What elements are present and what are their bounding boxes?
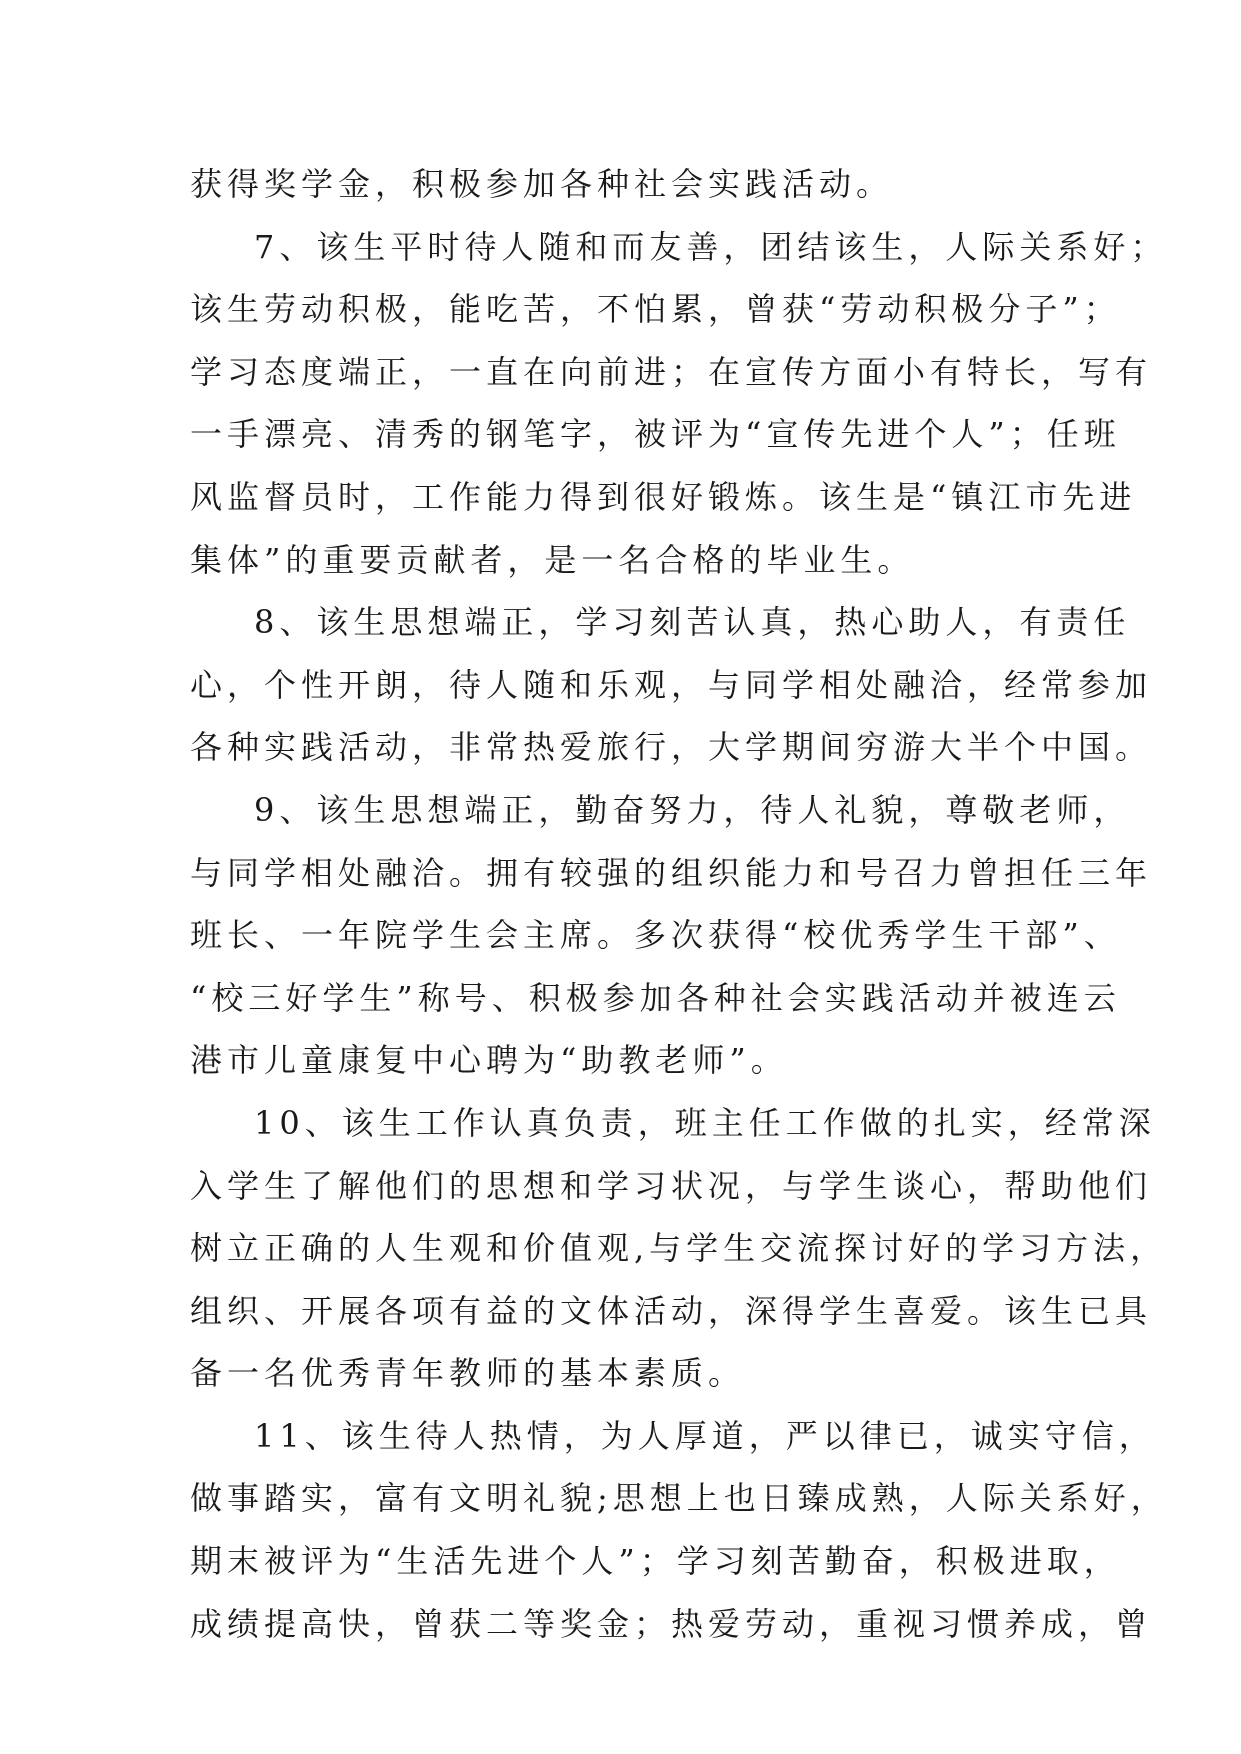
text-line: 心，个性开朗，待人随和乐观，与同学相处融洽，经常参加 [190, 665, 1153, 704]
text-line: 成绩提高快，曾获二等奖金；热爱劳动，重视习惯养成，曾 [190, 1604, 1153, 1643]
text-line: 做事踏实，富有文明礼貌;思想上也日臻成熟，人际关系好， [190, 1479, 1168, 1518]
text-line: 组织、开展各项有益的文体活动，深得学生喜爱。该生已具 [190, 1291, 1153, 1330]
paragraph-first-line: 7、该生平时待人随和而友善，团结该生，人际关系好； [254, 227, 1168, 266]
text-line: 备一名优秀青年教师的基本素质。 [190, 1354, 746, 1393]
text-line: 入学生了解他们的思想和学习状况，与学生谈心，帮助他们 [190, 1166, 1153, 1205]
text-line: “校三好学生”称号、积极参加各种社会实践活动并被连云 [190, 978, 1121, 1017]
body-text [190, 153, 1168, 1655]
paragraph-first-line: 10、该生工作认真负责，班主任工作做的扎实，经常深 [254, 1103, 1156, 1142]
text-line: 树立正确的人生观和价值观,与学生交流探讨好的学习方法， [190, 1229, 1168, 1268]
paragraph-first-line: 11、该生待人热情，为人厚道，严以律已，诚实守信， [254, 1416, 1156, 1455]
text-line: 各种实践活动，非常热爱旅行，大学期间穷游大半个中国。 [190, 728, 1153, 767]
text-line: 获得奖学金，积极参加各种社会实践活动。 [190, 165, 894, 203]
text-line: 班长、一年院学生会主席。多次获得“校优秀学生干部”、 [190, 916, 1121, 955]
text-line: 该生劳动积极，能吃苦，不怕累，曾获“劳动积极分子”； [190, 290, 1121, 329]
text-line: 港市儿童康复中心聘为“助教老师”。 [190, 1041, 788, 1080]
text-line: 一手漂亮、清秀的钢笔字，被评为“宣传先进个人”；任班 [190, 415, 1121, 454]
paragraph-first-line: 8、该生思想端正，学习刻苦认真，热心助人，有责任 [254, 603, 1131, 642]
paragraph-first-line: 9、该生思想端正，勤奋努力，待人礼貌，尊敬老师， [254, 790, 1131, 829]
text-line: 与同学相处融洽。拥有较强的组织能力和号召力曾担任三年 [190, 853, 1153, 892]
text-line: 学习态度端正，一直在向前进；在宣传方面小有特长，写有 [190, 352, 1153, 391]
text-line: 集体”的重要贡献者，是一名合格的毕业生。 [190, 540, 915, 579]
text-line: 风监督员时，工作能力得到很好锻炼。该生是“镇江市先进 [190, 477, 1137, 516]
text-line: 期末被评为“生活先进个人”；学习刻苦勤奋，积极进取， [190, 1542, 1121, 1581]
